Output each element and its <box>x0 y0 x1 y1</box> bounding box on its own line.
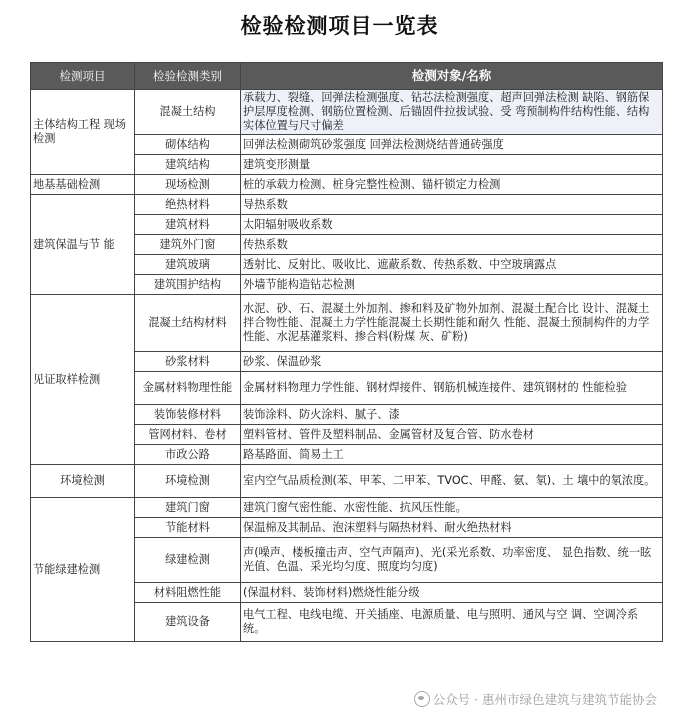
category-cell: 现场检测 <box>135 175 241 195</box>
inspection-table <box>30 62 663 642</box>
object-cell: 电气工程、电线电缆、开关插座、电源质量、电与照明、通风与空 调、空调冷系统。 <box>241 603 663 642</box>
watermark-text: 公众号 · 惠州市绿色建筑与建筑节能协会 <box>432 692 657 707</box>
object-cell: 桩的承载力检测、桩身完整性检测、锚杆锁定力检测 <box>241 175 663 195</box>
project-cell: 环境检测 <box>31 465 135 498</box>
project-cell: 主体结构工程 现场检测 <box>31 90 135 175</box>
category-cell: 混凝土结构材料 <box>135 295 241 352</box>
object-cell: 太阳辐射吸收系数 <box>241 215 663 235</box>
object-cell: 回弹法检测砌筑砂浆强度 回弹法检测烧结普通砖强度 <box>241 135 663 155</box>
object-cell: 声(噪声、楼板撞击声、空气声隔声)、光(采光系数、功率密度、 显色指数、统一眩光值、色温、采光均匀度、照度均匀度) <box>241 538 663 583</box>
category-cell: 砌体结构 <box>135 135 241 155</box>
object-cell: 塑料管材、管件及塑料制品、金属管材及复合管、防水卷材 <box>241 425 663 445</box>
category-cell: 金属材料物理性能 <box>135 372 241 405</box>
object-cell: 路基路面、简易土工 <box>241 445 663 465</box>
category-cell: 管网材料、卷材 <box>135 425 241 445</box>
table-row <box>31 90 663 135</box>
category-cell: 砂浆材料 <box>135 352 241 372</box>
object-cell: 建筑门窗气密性能、水密性能、抗风压性能。 <box>241 498 663 518</box>
category-cell: 建筑围护结构 <box>135 275 241 295</box>
table-row <box>31 295 663 352</box>
table-header-row <box>31 63 663 90</box>
table-row <box>31 175 663 195</box>
category-cell: 市政公路 <box>135 445 241 465</box>
category-cell: 材料阻燃性能 <box>135 583 241 603</box>
object-cell: 承载力、裂缝、回弹法检测强度、钻芯法检测强度、超声回弹法检测 缺陷、钢筋保护层厚度检测、钢筋位置检测、后锚固件拉拔试验、受 弯预制构件结构性能、结构实体位置与尺寸偏差 <box>241 90 663 135</box>
object-cell: 装饰涂料、防火涂料、腻子、漆 <box>241 405 663 425</box>
object-cell: 建筑变形测量 <box>241 155 663 175</box>
project-cell: 见证取样检测 <box>31 295 135 465</box>
watermark <box>412 690 659 708</box>
object-cell: 传热系数 <box>241 235 663 255</box>
category-cell: 环境检测 <box>135 465 241 498</box>
category-cell: 建筑门窗 <box>135 498 241 518</box>
object-cell: 砂浆、保温砂浆 <box>241 352 663 372</box>
wechat-icon <box>414 691 430 707</box>
table-row <box>31 498 663 518</box>
object-cell: 室内空气品质检测(苯、甲苯、二甲苯、TVOC、甲醛、氨、氡)、土 壤中的氡浓度。 <box>241 465 663 498</box>
object-cell: (保温材料、装饰材料)燃烧性能分级 <box>241 583 663 603</box>
category-cell: 绝热材料 <box>135 195 241 215</box>
category-cell: 建筑结构 <box>135 155 241 175</box>
project-cell: 节能绿建检测 <box>31 498 135 642</box>
object-cell: 导热系数 <box>241 195 663 215</box>
object-cell: 外墙节能构造钻芯检测 <box>241 275 663 295</box>
category-cell: 建筑玻璃 <box>135 255 241 275</box>
object-cell: 金属材料物理力学性能、钢材焊接件、钢筋机械连接件、建筑钢材的 性能检验 <box>241 372 663 405</box>
table-row <box>31 195 663 215</box>
object-cell: 水泥、砂、石、混凝土外加剂、掺和料及矿物外加剂、混凝土配合比 设计、混凝土拌合物性能、混凝土力学性能混凝土长期性能和耐久 性能、混凝土预制构件的力学性能、水泥基灌浆料、掺合料(粉煤 灰、矿粉) <box>241 295 663 352</box>
object-cell: 透射比、反射比、吸收比、遮蔽系数、传热系数、中空玻璃露点 <box>241 255 663 275</box>
category-cell: 节能材料 <box>135 518 241 538</box>
header-object: 检测对象/名称 <box>241 63 663 90</box>
header-project: 检测项目 <box>31 63 135 90</box>
category-cell: 建筑设备 <box>135 603 241 642</box>
project-cell: 建筑保温与节 能 <box>31 195 135 295</box>
category-cell: 装饰装修材料 <box>135 405 241 425</box>
project-cell: 地基基础检测 <box>31 175 135 195</box>
header-category: 检验检测类别 <box>135 63 241 90</box>
page-title: 检验检测项目一览表 <box>240 14 439 38</box>
category-cell: 混凝土结构 <box>135 90 241 135</box>
category-cell: 绿建检测 <box>135 538 241 583</box>
category-cell: 建筑材料 <box>135 215 241 235</box>
category-cell: 建筑外门窗 <box>135 235 241 255</box>
table-row <box>31 465 663 498</box>
object-cell: 保温棉及其制品、泡沫塑料与隔热材料、耐火绝热材料 <box>241 518 663 538</box>
